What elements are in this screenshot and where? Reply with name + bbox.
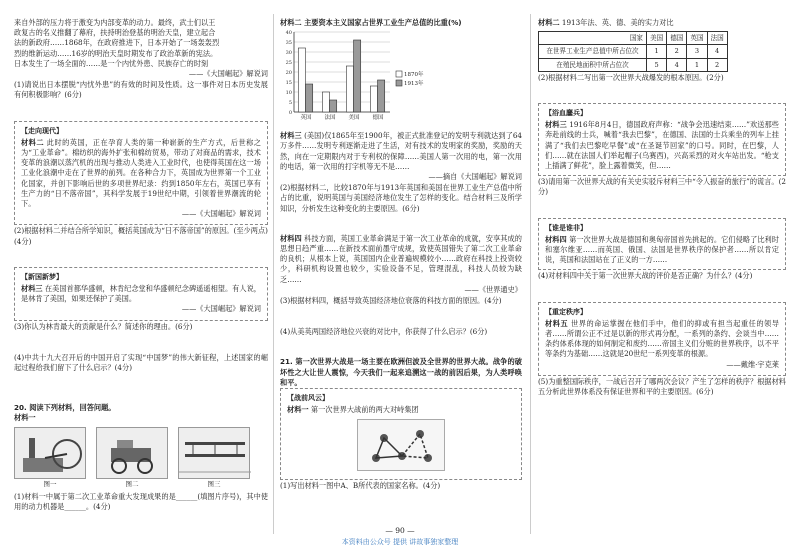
- text-line: 来自外部的压力将于激变为内部变革的动力。最终，武士们以王: [14, 18, 216, 27]
- question-2: (2)根据材料二写出第一次世界大战爆发的根本原因。(2分): [538, 72, 724, 82]
- section-tag: 【重定秩序】: [545, 307, 587, 316]
- text-line: 政复古的名义推翻了幕府，扶持明治登基的明治天皇，建立起合: [14, 28, 216, 38]
- footer-credit: 本资料由公众号 提供 讲故事独家整理: [341, 538, 459, 546]
- bar-series-2: [330, 100, 337, 112]
- material-label: 材料五: [545, 318, 569, 328]
- image-caption: 图一: [43, 479, 57, 488]
- section-right-wrong: [538, 218, 786, 271]
- section-tag: 【浴血鏖兵】: [545, 109, 587, 118]
- column-right: [538, 18, 786, 397]
- table-cell: 5: [647, 58, 667, 71]
- image-caption: 图三: [207, 479, 221, 488]
- airplane-image: [178, 427, 250, 479]
- source-citation: ——《大国崛起》解说词: [181, 304, 261, 314]
- material-text: 1916年8月4日，德国政府声称：“战争会迅速结束……”欢送那些奔赴前线的士兵，喊着“我去巴黎”，在德国、法国的士兵乘坐的列车上挂满了“我们去巴黎吃早餐”或“在圣诞节回家”的口号。同时，在巴黎，人们……就在法国人们举起帽子(乌赛西)，兴高采烈的对火车站出发。“枪支上插满了鲜花”，脸上露着微笑，但……: [545, 120, 779, 171]
- column-divider: [273, 14, 274, 534]
- steam-engine-image: [14, 427, 86, 479]
- text-line: 烈的维新运动……16岁的明治天皇时期发布了政治革新的宪法。: [14, 48, 218, 58]
- table-cell: 1: [647, 45, 667, 58]
- source-citation: ——《大国崛起》解说词: [188, 69, 268, 79]
- car-image: [96, 427, 168, 479]
- material-text: 此时的英国，正在孕育人类的第一种崭新的生产方式，后世称之为“工业革命”。棉纺织的海外扩张和棉纺贸易，带动了对商品的需求，技术变革的浪潮以蒸汽机的出现与推动人类进入工业时代，也使得英国在这一场工业化浪潮中走在了世界的前列。在各种合力下，英国成为世界第一个工业化国家，并创下影响后世的多项世界纪录：约到1850年左右，英国已享有生产力的“日不落帝国”，其科学发展于19世纪中期，引领着世界潮流的轮下。: [21, 137, 261, 209]
- source-citation: ——《世界通史》: [464, 284, 522, 294]
- table-cell: 2: [667, 45, 687, 58]
- material-text: 世界的命运掌握在他们手中，他们的抑或有担当起重任的领导者……所谓公正不过是以新的形式再分配，一系列的条约、会谈当中……条约体系体现的如何制定和废约……帝国主义们分赃的世界秩序，以不平等条约为基础……这就是20世纪一系列变革的根源。: [545, 318, 779, 359]
- image-caption: 图二: [125, 479, 139, 488]
- table-cell: 4: [707, 45, 727, 58]
- x-tick-label: 英国: [300, 115, 312, 122]
- y-tick-label: 0: [288, 110, 292, 117]
- legend-swatch: [396, 80, 402, 86]
- source-citation: ——摘自《大国崛起》解说词: [428, 172, 522, 182]
- bar-series-1: [298, 48, 305, 112]
- bar-series-2: [354, 40, 361, 112]
- table-header: 法国: [707, 32, 727, 45]
- section-tag: 【走向现代】: [21, 126, 63, 135]
- y-tick-label: 30: [285, 50, 292, 57]
- question-2: (2)根据材料二并结合所学知识，概括英国成为“日不落帝国”的原因。(至少两点)(4分): [14, 226, 268, 246]
- y-tick-label: 35: [285, 40, 292, 47]
- strength-table: [538, 31, 728, 72]
- table-header: 美国: [647, 32, 667, 45]
- y-tick-label: 15: [285, 80, 292, 87]
- material-label: 材料四: [545, 234, 567, 244]
- x-tick-label: 美国: [348, 115, 360, 122]
- y-tick-label: 10: [285, 90, 292, 97]
- question-20-1: (1)材料一中属于第二次工业革命重大发现成果的是______(填图片序号)，其中使用的动力机器是______。(4分): [14, 491, 268, 512]
- material-label: 材料四: [280, 233, 302, 243]
- table-row: [539, 45, 728, 58]
- x-tick-label: 法国: [324, 115, 336, 122]
- question-4: (4)对材料四中关于第一次世界大战的评价是否正确？为什么？(4分): [538, 271, 753, 281]
- material-label: 材料三: [280, 131, 302, 141]
- table-cell: 4: [667, 58, 687, 71]
- text-line: 日本发生了一场全面的……是一个内忧外患、民族存亡的时刻: [14, 58, 209, 68]
- bar-series-1: [322, 92, 329, 112]
- question-1: (1)请说出日本摆脱“内忧外患”的有效的时间及性质。这一事件对日本历史发展有何积极影响？(6分): [14, 80, 268, 100]
- question-5: (5)为重整国际秩序，一战后召开了哪两次会议？产生了怎样的秩序？根据材料五分析此世界体系没有保证世界和平的主要原因。(6分): [538, 376, 786, 397]
- question-21-1: (1)写出材料一图中A、B所代表的国家名称。(4分): [280, 481, 441, 491]
- legend-label: 1913年: [404, 81, 424, 88]
- section-battle: [538, 103, 786, 176]
- section-tag: 【谁是谁非】: [545, 223, 587, 232]
- text-line: 法的新政府……1868年，在政府推进下，日本开始了一场轰轰烈: [14, 38, 220, 48]
- table-cell: 2: [707, 58, 727, 71]
- chart-title: 材料二 主要资本主义国家占世界工业生产总值的比重(%): [280, 18, 462, 27]
- material-label: 材料二: [538, 18, 560, 27]
- intro-passage: [14, 18, 268, 69]
- table-cell: 1: [687, 58, 707, 71]
- material-text: (美国)仅1865年至1900年，被正式批准登记的发明专利就达到了64万多件……发明专利逐渐走进了生活，对有技术的发明家的奖励，奖励的天然，向在一定期限内对于专利权的保障……美国人第一次用的电，第一次用的电话，第一次用的打字机等无不是……: [280, 131, 522, 171]
- material-text: 科技方面，英国工业革命满足于第一次工业革命的成就，安享其成的思想日趋严重……在新技术面前墨守成规，致使英国错失了第二次工业革命的良机；从根本上说，英国国内企业普遍规模较小……政府在科技上投资较少，科研机构设置也较少，实验设备不足，管理混乱，科技人员较为缺乏……: [280, 233, 522, 284]
- question-21-heading: 21. 第一次世界大战是一场主要在欧洲但波及全世界的世界大战。战争的破坏性之大让世人震惊，今天我们一起来追溯这一战的前因后果，为人类呼唤和平。: [280, 357, 522, 387]
- table-header: 德国: [667, 32, 687, 45]
- column-divider: [530, 14, 531, 534]
- table-title: 1913年法、英、德、美的实力对比: [561, 18, 674, 27]
- invention-images: [14, 427, 268, 489]
- material-text: 第一次世界大战是德国和奥匈帝国首先挑起的。它们侵略了比利时和塞尔维亚……而英国、俄国、法国是世界秩序的保护者……所以肯定说，英国和法国站在了正义的一方……: [545, 234, 779, 265]
- y-tick-label: 20: [285, 70, 292, 77]
- question-2: (2)根据材料二，比较1870年与1913年英国和美国在世界工业生产总值中所占的比重，说明英国与美国经济地位发生了怎样的变化。结合材料三及所学知识，分析发生这种变化的主要原因。(6分): [280, 183, 522, 213]
- x-tick-label: 德国: [372, 115, 384, 122]
- material-label: 材料二: [21, 137, 45, 147]
- table-row: [539, 58, 728, 71]
- source-citation: ——《大国崛起》解说词: [181, 209, 261, 219]
- section-modern: [14, 121, 268, 226]
- bar-series-1: [370, 86, 377, 112]
- y-tick-label: 5: [288, 100, 292, 107]
- material-label: 材料一: [14, 413, 36, 423]
- source-citation: ——戴维·宇克莱: [726, 359, 779, 369]
- question-4: (4)从美英两国经济地位兴衰的对比中，你获得了什么启示？(6分): [280, 327, 488, 337]
- legend-label: 1870年: [404, 72, 424, 79]
- chart-container: [280, 28, 522, 126]
- column-middle: [280, 18, 522, 492]
- material-label: 材料一: [287, 405, 309, 415]
- row-label: 在殖民地面积中所占位次: [539, 58, 647, 71]
- material-label: 材料三: [21, 284, 43, 294]
- question-3: (3)请用第一次世界大战的有关史实驳斥材料三中“令人振奋的旅行”的谎言。(2分): [538, 177, 786, 197]
- question-3: (3)你认为林肯最大的贡献是什么？简述你的理由。(6分): [14, 321, 193, 331]
- page-number: — 90 —: [385, 526, 415, 535]
- bar-chart: [280, 28, 450, 126]
- material-text: 在美国首都华盛顿，林肯纪念堂和华盛顿纪念碑遥遥相望。有人说，是林肯了美国，如果还保护了美国。: [21, 284, 261, 304]
- table-cell: 3: [687, 45, 707, 58]
- section-tag: 【战前风云】: [287, 394, 329, 403]
- column-left: [14, 18, 268, 512]
- row-label: 在世界工业生产总值中所占位次: [539, 45, 647, 58]
- y-tick-label: 25: [285, 60, 292, 67]
- section-prewar: [280, 388, 522, 480]
- question-20-heading: 20. 阅读下列材料，回答问题。: [14, 403, 116, 413]
- alliance-map: [357, 419, 445, 471]
- question-4: (4)中共十九大召开后的中国开启了实现“中国梦”的伟大新征程，上述国家的崛起过程给我们留下了什么启示？(4分): [14, 352, 268, 373]
- material-label: 材料三: [545, 120, 567, 130]
- table-header-country: 国家: [539, 32, 647, 45]
- section-new-nation: [14, 267, 268, 321]
- table-header: 英国: [687, 32, 707, 45]
- bar-series-2: [378, 80, 385, 112]
- legend-swatch: [396, 71, 402, 77]
- bar-series-2: [306, 84, 313, 112]
- section-new-order: [538, 302, 786, 376]
- material-title: 第一次世界大战前的两大对峙集团: [310, 405, 419, 415]
- section-tag: 【新国新梦】: [21, 272, 63, 281]
- y-tick-label: 40: [285, 30, 292, 37]
- question-3: (3)根据材料四，概括导致英国经济地位衰落的科技方面的原因。(4分): [280, 296, 502, 306]
- bar-series-1: [346, 66, 353, 112]
